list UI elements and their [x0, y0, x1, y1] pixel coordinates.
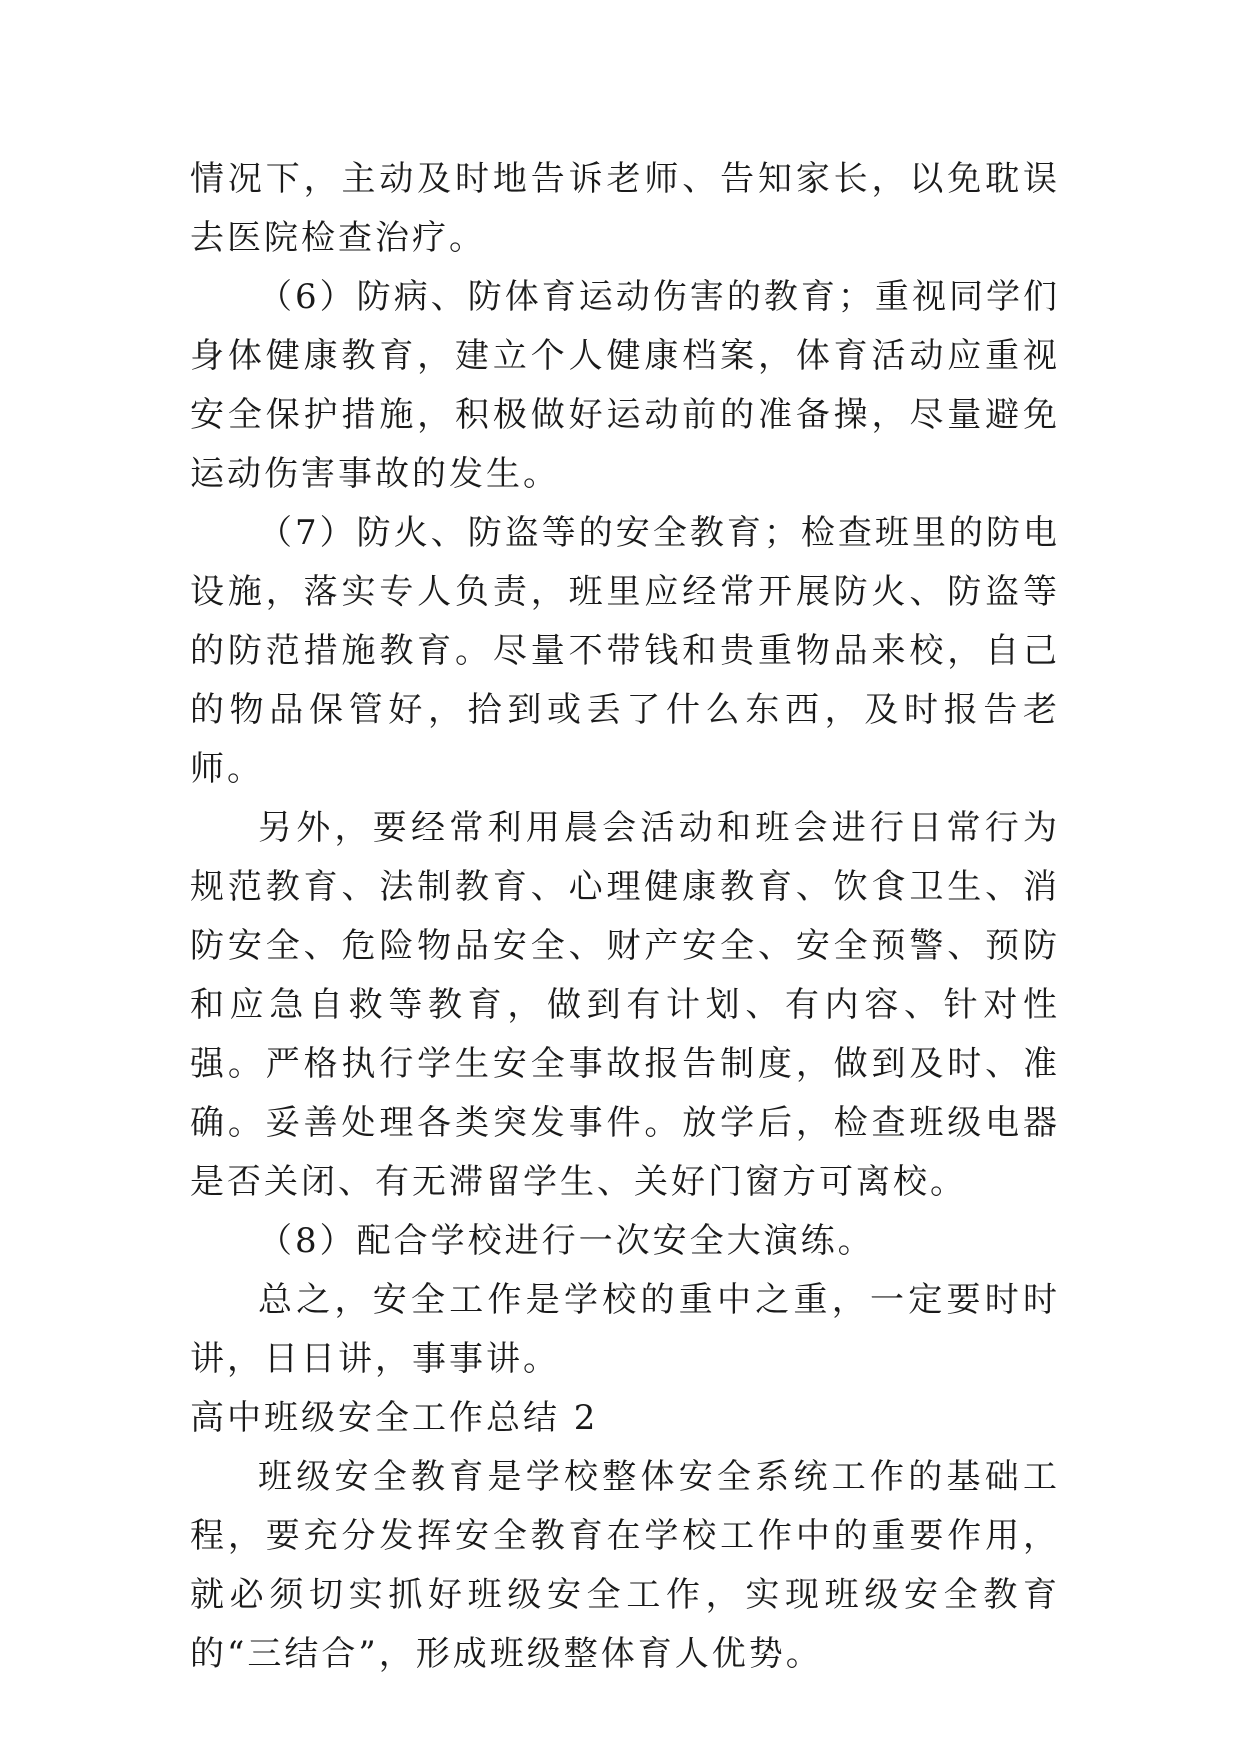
paragraph-7: 班级安全教育是学校整体安全系统工作的基础工程，要充分发挥安全教育在学校工作中的重要作用，就必须切实抓好班级安全工作，实现班级安全教育的“三结合”，形成班级整体育人优势。	[190, 1457, 1060, 1674]
section-heading: 高中班级安全工作总结 2	[190, 1398, 599, 1438]
paragraph-3: （7）防火、防盗等的安全教育；检查班里的防电设施，落实专人负责，班里应经常开展防火、防盗等的防范措施教育。尽量不带钱和贵重物品来校，自己的物品保管好，拾到或丢了什么东西，及时报告老师。	[190, 513, 1060, 789]
document-page	[190, 150, 1060, 1684]
paragraph-1: 情况下，主动及时地告诉老师、告知家长，以免耽误去医院检查治疗。	[190, 159, 1060, 258]
paragraph-4: 另外，要经常利用晨会活动和班会进行日常行为规范教育、法制教育、心理健康教育、饮食卫生、消防安全、危险物品安全、财产安全、安全预警、预防和应急自救等教育，做到有计划、有内容、针对性强。严格执行学生安全事故报告制度，做到及时、准确。妥善处理各类突发事件。放学后，检查班级电器是否关闭、有无滞留学生、关好门窗方可离校。	[190, 808, 1060, 1202]
paragraph-2: （6）防病、防体育运动伤害的教育；重视同学们身体健康教育，建立个人健康档案，体育活动应重视安全保护措施，积极做好运动前的准备操，尽量避免运动伤害事故的发生。	[190, 277, 1060, 494]
paragraph-6: 总之，安全工作是学校的重中之重，一定要时时讲，日日讲，事事讲。	[190, 1280, 1060, 1379]
paragraph-5: （8）配合学校进行一次安全大演练。	[258, 1221, 875, 1261]
